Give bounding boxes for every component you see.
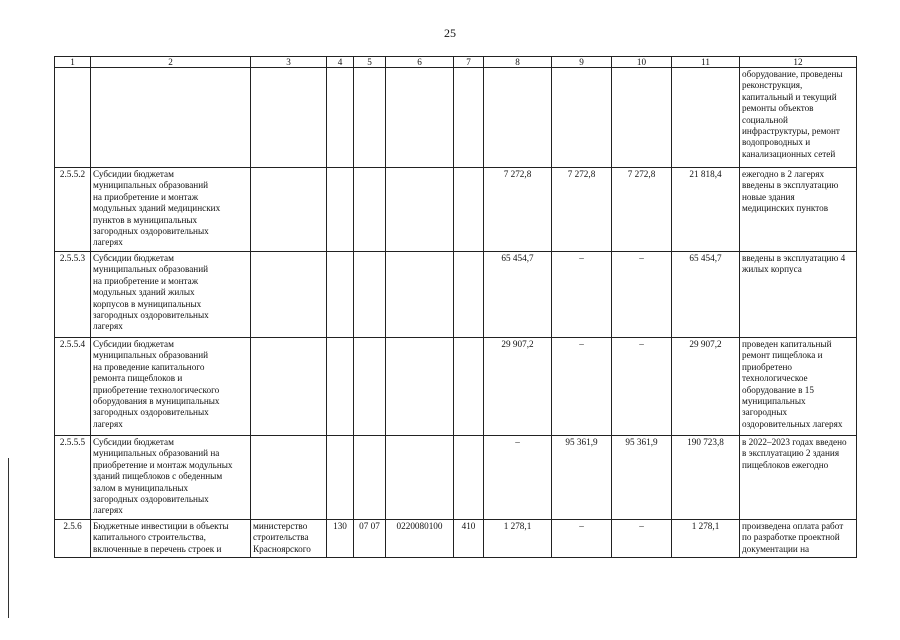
target-article-cell [386, 436, 454, 520]
expected-result-cell-line: канализационных сетей [742, 148, 836, 159]
expected-result-cell-line: ремонты объектов [742, 103, 814, 114]
measure-name-cell-line: лагерях [93, 321, 123, 332]
header-cell: 4 [327, 57, 354, 68]
header-cell: 9 [552, 57, 612, 68]
expected-result-cell [740, 68, 857, 168]
grbs-code-cell [327, 436, 354, 520]
table-row [55, 338, 857, 436]
measure-name-cell-line: на приобретение и монтаж [93, 191, 199, 202]
measure-name-cell [91, 168, 251, 252]
header-cell: 3 [251, 57, 327, 68]
header-cell: 7 [454, 57, 484, 68]
measure-name-cell-line: приобретение технологического [93, 384, 220, 395]
expected-result-cell-line: технологическое [742, 373, 808, 384]
expected-result-cell [740, 168, 857, 252]
measure-name-cell-line: муниципальных образований на [93, 448, 220, 459]
measure-name-cell-line: Бюджетные инвестиции в объекты [93, 521, 229, 531]
amount-2022-cell: 7 272,8 [484, 168, 552, 252]
executor-cell-line: Красноярского [253, 543, 311, 554]
executor-cell [251, 338, 327, 436]
expense-type-cell [454, 436, 484, 520]
expected-result-cell-line: оборудование в 15 [742, 384, 814, 395]
expected-result-cell-line: загородных [742, 407, 788, 418]
amount-2024-cell: 7 272,8 [612, 168, 672, 252]
expected-result-cell-line: по разработке проектной [742, 532, 840, 543]
amount-2023-cell: – [552, 252, 612, 338]
amount-total-cell: 21 818,4 [672, 168, 740, 252]
expected-result-cell-line: оздоровительных лагерях [742, 418, 843, 429]
header-cell: 11 [672, 57, 740, 68]
executor-cell [251, 168, 327, 252]
executor-cell [251, 68, 327, 168]
amount-2023-cell: – [552, 520, 612, 558]
expected-result-cell-line: пищеблоков ежегодно [742, 459, 829, 470]
measure-name-cell-line: модульных зданий жилых [93, 287, 195, 298]
measure-name-cell [91, 520, 251, 558]
target-article-cell [386, 338, 454, 436]
amount-total-cell: 65 454,7 [672, 252, 740, 338]
header-cell: 2 [91, 57, 251, 68]
expected-result-cell-line: документации на [742, 543, 810, 554]
amount-2022-cell: 65 454,7 [484, 252, 552, 338]
expected-result-cell [740, 436, 857, 520]
amount-2024-cell: – [612, 338, 672, 436]
binding-margin-line [8, 458, 9, 618]
amount-2024-cell: 95 361,9 [612, 436, 672, 520]
measure-name-cell-line: на проведение капитального [93, 361, 205, 372]
expected-result-cell-line: ремонт пищеблока и [742, 350, 823, 361]
row-number-cell: 2.5.5.2 [55, 168, 91, 252]
measure-name-cell-line: Субсидии бюджетам [93, 437, 174, 447]
expected-result-cell-line: произведена оплата работ [742, 521, 844, 531]
expected-result-cell-line: медицинских пунктов [742, 203, 829, 214]
measure-name-cell-line: Субсидии бюджетам [93, 169, 174, 179]
section-code-cell [354, 338, 386, 436]
section-code-cell [354, 252, 386, 338]
measure-name-cell-line: Субсидии бюджетам [93, 339, 174, 349]
target-article-cell: 0220080100 [386, 520, 454, 558]
executor-cell [251, 436, 327, 520]
measure-name-cell-line: муниципальных образований [93, 180, 209, 191]
table-row [55, 168, 857, 252]
target-article-cell [386, 168, 454, 252]
measure-name-cell-line: загородных оздоровительных [93, 310, 209, 321]
amount-2023-cell: 95 361,9 [552, 436, 612, 520]
expense-type-cell [454, 168, 484, 252]
expected-result-cell-line: муниципальных [742, 396, 806, 407]
section-code-cell [354, 436, 386, 520]
measure-name-cell [91, 68, 251, 168]
expense-type-cell [454, 252, 484, 338]
measure-name-cell-line: лагерях [93, 237, 123, 248]
measure-name-cell-line: ремонта пищеблоков и [93, 373, 183, 384]
expected-result-cell-line: в 2022–2023 годах введено [742, 437, 847, 447]
row-number-cell [55, 68, 91, 168]
measure-name-cell-line: муниципальных образований [93, 264, 209, 275]
measure-name-cell-line: лагерях [93, 418, 123, 429]
header-cell: 10 [612, 57, 672, 68]
table-row [55, 68, 857, 168]
amount-2023-cell: 7 272,8 [552, 168, 612, 252]
grbs-code-cell [327, 68, 354, 168]
row-number-cell: 2.5.5.3 [55, 252, 91, 338]
expense-type-cell [454, 338, 484, 436]
measure-name-cell [91, 338, 251, 436]
measure-name-cell-line: включенные в перечень строек и [93, 543, 222, 554]
table-row [55, 436, 857, 520]
header-cell: 1 [55, 57, 91, 68]
amount-2022-cell: – [484, 436, 552, 520]
measure-name-cell-line: лагерях [93, 505, 123, 516]
header-row [55, 57, 857, 68]
table-row [55, 520, 857, 558]
measure-name-cell-line: залом в муниципальных [93, 482, 189, 493]
grbs-code-cell: 130 [327, 520, 354, 558]
amount-total-cell: 190 723,8 [672, 436, 740, 520]
target-article-cell [386, 252, 454, 338]
header-cell: 12 [740, 57, 857, 68]
expected-result-cell-line: ежегодно в 2 лагерях [742, 169, 825, 179]
measure-name-cell-line: Субсидии бюджетам [93, 253, 174, 263]
executor-cell [251, 520, 327, 558]
expected-result-cell-line: реконструкция, [742, 80, 803, 91]
executor-cell [251, 252, 327, 338]
amount-2022-cell: 1 278,1 [484, 520, 552, 558]
table-row [55, 252, 857, 338]
expected-result-cell-line: введены в эксплуатацию 4 [742, 253, 846, 263]
measure-name-cell [91, 252, 251, 338]
expected-result-cell [740, 338, 857, 436]
measure-name-cell-line: приобретение и монтаж модульных [93, 459, 233, 470]
amount-2022-cell [484, 68, 552, 168]
measure-name-cell-line: на приобретение и монтаж [93, 275, 199, 286]
program-table [54, 56, 857, 558]
header-cell: 5 [354, 57, 386, 68]
grbs-code-cell [327, 252, 354, 338]
measure-name-cell-line: корпусов в муниципальных [93, 298, 202, 309]
amount-2023-cell: – [552, 338, 612, 436]
grbs-code-cell [327, 168, 354, 252]
expected-result-cell-line: жилых корпуса [742, 264, 802, 275]
measure-name-cell-line: модульных зданий медицинских [93, 203, 221, 214]
row-number-cell: 2.5.6 [55, 520, 91, 558]
row-number-cell: 2.5.5.4 [55, 338, 91, 436]
measure-name-cell-line: оборудования в муниципальных [93, 396, 220, 407]
expected-result-cell [740, 520, 857, 558]
expected-result-cell-line: в эксплуатацию 2 здания [742, 448, 840, 459]
amount-total-cell: 1 278,1 [672, 520, 740, 558]
expected-result-cell-line: инфраструктуры, ремонт [742, 126, 840, 137]
measure-name-cell-line: загородных оздоровительных [93, 407, 209, 418]
measure-name-cell-line: зданий пищеблоков с обеденным [93, 471, 223, 482]
measure-name-cell [91, 436, 251, 520]
expected-result-cell-line: оборудование, проведены [742, 69, 843, 79]
grbs-code-cell [327, 338, 354, 436]
target-article-cell [386, 68, 454, 168]
amount-2023-cell [552, 68, 612, 168]
header-cell: 8 [484, 57, 552, 68]
expected-result-cell-line: введены в эксплуатацию [742, 180, 839, 191]
expected-result-cell-line: приобретено [742, 361, 792, 372]
executor-cell-line: министерство [253, 521, 308, 531]
amount-2022-cell: 29 907,2 [484, 338, 552, 436]
expected-result-cell [740, 252, 857, 338]
amount-2024-cell: – [612, 252, 672, 338]
expected-result-cell-line: социальной [742, 114, 788, 125]
amount-total-cell: 29 907,2 [672, 338, 740, 436]
amount-total-cell [672, 68, 740, 168]
measure-name-cell-line: загородных оздоровительных [93, 494, 209, 505]
measure-name-cell-line: загородных оздоровительных [93, 226, 209, 237]
expected-result-cell-line: капитальный и текущий [742, 91, 837, 102]
expected-result-cell-line: водопроводных и [742, 137, 811, 148]
section-code-cell [354, 168, 386, 252]
section-code-cell [354, 68, 386, 168]
expected-result-cell-line: новые здания [742, 191, 795, 202]
measure-name-cell-line: капитального строительства, [93, 532, 206, 543]
header-cell: 6 [386, 57, 454, 68]
measure-name-cell-line: муниципальных образований [93, 350, 209, 361]
expected-result-cell-line: проведен капитальный [742, 339, 832, 349]
executor-cell-line: строительства [253, 532, 309, 543]
section-code-cell: 07 07 [354, 520, 386, 558]
amount-2024-cell [612, 68, 672, 168]
expense-type-cell [454, 68, 484, 168]
page-number: 25 [444, 26, 456, 40]
row-number-cell: 2.5.5.5 [55, 436, 91, 520]
measure-name-cell-line: пунктов в муниципальных [93, 214, 198, 225]
amount-2024-cell: – [612, 520, 672, 558]
expense-type-cell: 410 [454, 520, 484, 558]
